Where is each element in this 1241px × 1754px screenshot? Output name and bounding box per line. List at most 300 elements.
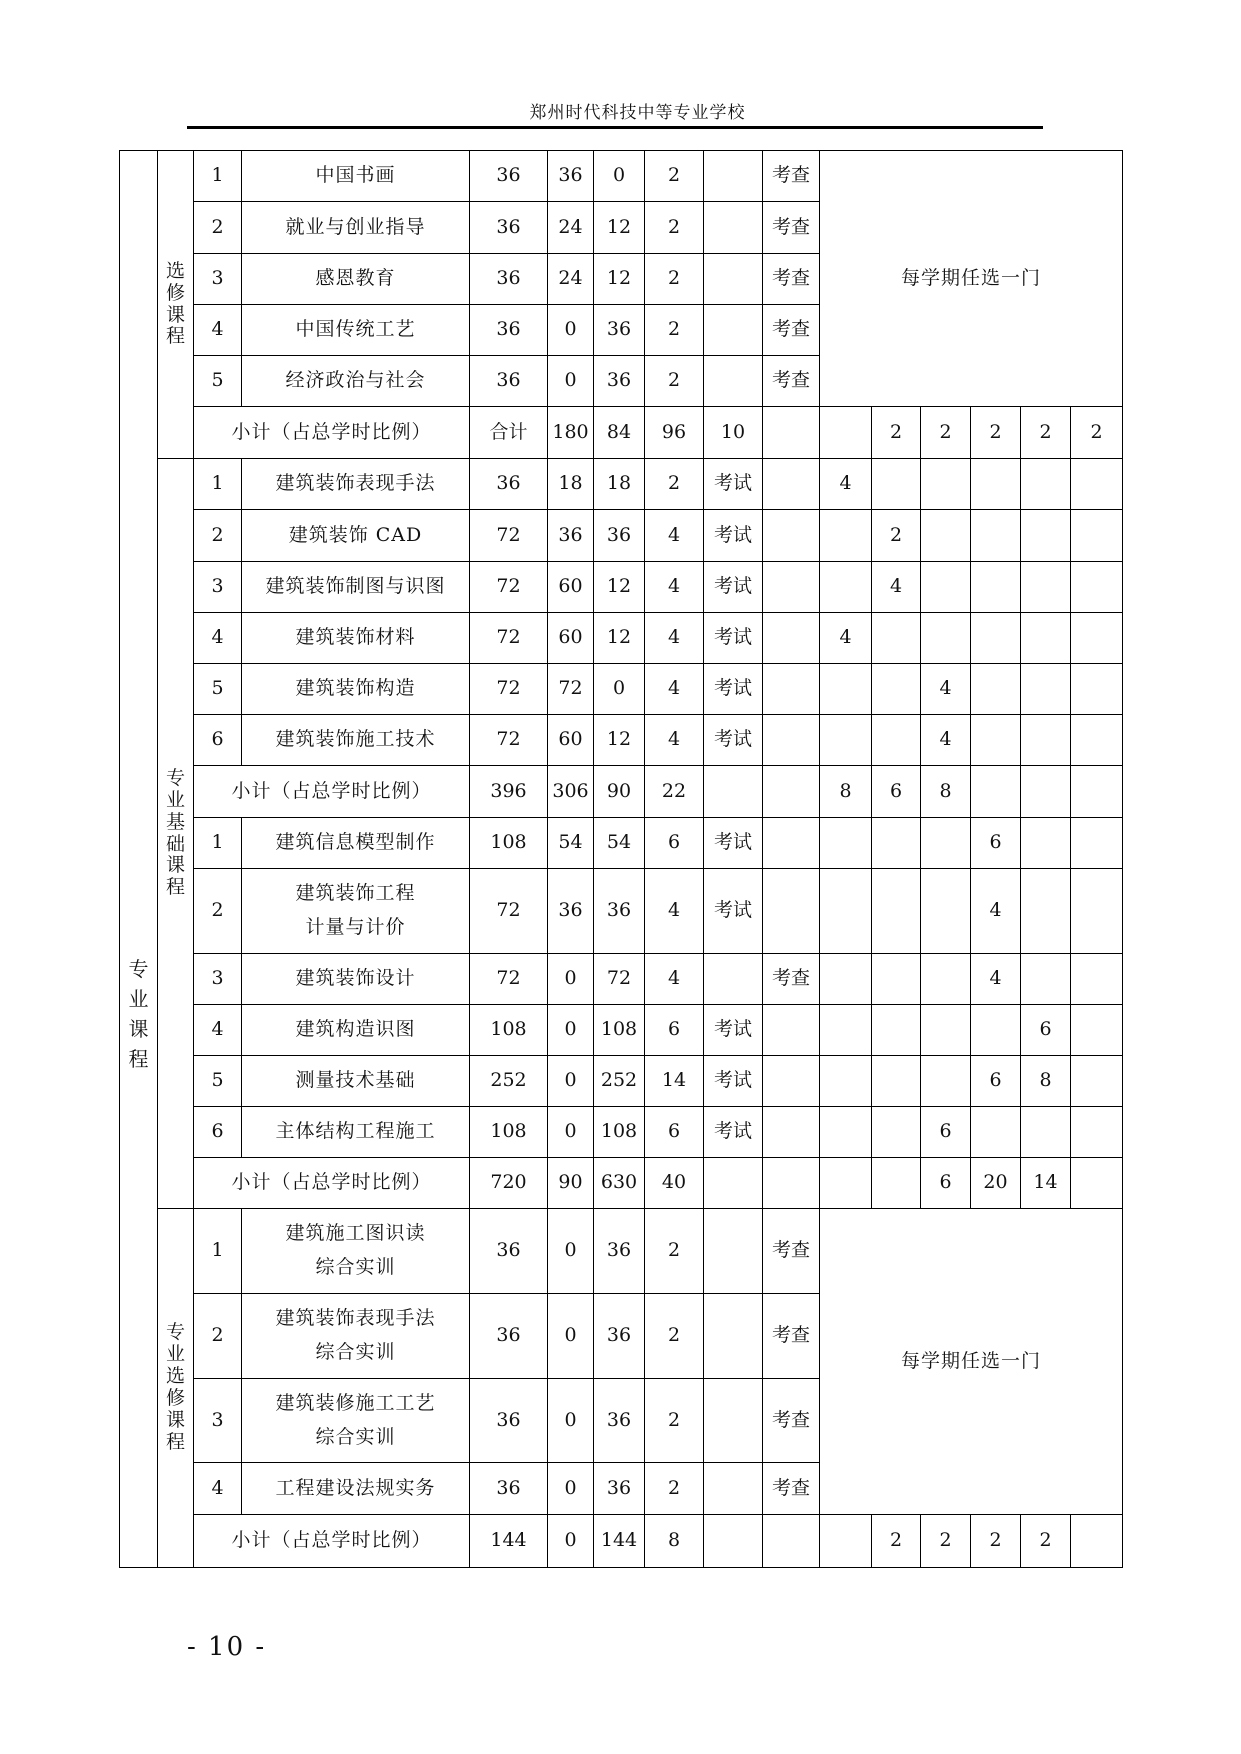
subtotal-row <box>120 1515 1123 1568</box>
subtotal-practice-hours: 90 <box>594 766 645 818</box>
course-name <box>242 562 470 613</box>
course-row <box>120 664 1123 715</box>
assessment-check: 考查 <box>763 356 820 407</box>
practice-hours: 108 <box>594 1107 645 1158</box>
subtotal-semester-4: 2 <box>971 407 1021 459</box>
semester-6-hours <box>1071 459 1123 510</box>
subtotal-row <box>120 1158 1123 1209</box>
total-hours: 36 <box>470 151 548 202</box>
total-hours: 108 <box>470 818 548 869</box>
semester-2-hours: 2 <box>872 510 921 562</box>
subtotal-practice-hours: 84 <box>594 407 645 459</box>
course-name-line1: 主体结构工程施工 <box>275 1120 436 1143</box>
semester-4-hours: 4 <box>971 869 1021 954</box>
total-hours: 108 <box>470 1107 548 1158</box>
course-number: 3 <box>194 254 242 305</box>
course-number: 5 <box>194 664 242 715</box>
semester-6-hours <box>1071 1107 1123 1158</box>
course-number: 6 <box>194 1107 242 1158</box>
assessment-exam: 考试 <box>704 818 763 869</box>
credits: 2 <box>645 1463 704 1515</box>
subtotal-semester-2: 2 <box>872 1515 921 1568</box>
total-hours: 36 <box>470 1379 548 1463</box>
semester-3-hours <box>921 954 971 1005</box>
course-name-line1: 建筑装饰材料 <box>295 626 416 649</box>
course-number: 3 <box>194 562 242 613</box>
total-hours: 36 <box>470 1463 548 1515</box>
semester-4-hours: 6 <box>971 1056 1021 1107</box>
assessment-exam <box>704 151 763 202</box>
course-row <box>120 151 1123 202</box>
course-plan-body <box>120 151 1123 1568</box>
subtotal-semester-2: 2 <box>872 407 921 459</box>
course-name <box>242 954 470 1005</box>
semester-1-hours <box>820 510 872 562</box>
practice-hours: 36 <box>594 510 645 562</box>
assessment-exam: 考试 <box>704 510 763 562</box>
course-number: 4 <box>194 1005 242 1056</box>
practice-hours: 18 <box>594 459 645 510</box>
assessment-exam: 考试 <box>704 869 763 954</box>
assessment-exam: 考试 <box>704 613 763 664</box>
semester-2-hours <box>872 664 921 715</box>
practice-hours: 0 <box>594 151 645 202</box>
semester-1-hours <box>820 1056 872 1107</box>
theory-hours: 36 <box>548 510 594 562</box>
assessment-check: 考查 <box>763 1294 820 1379</box>
practice-hours: 12 <box>594 715 645 766</box>
semester-1-hours <box>820 954 872 1005</box>
subtotal-theory-hours: 0 <box>548 1515 594 1568</box>
practice-hours: 36 <box>594 869 645 954</box>
practice-hours: 252 <box>594 1056 645 1107</box>
subtotal-credits: 96 <box>645 407 704 459</box>
subtotal-semester-6 <box>1071 1158 1123 1209</box>
subtotal-theory-hours: 90 <box>548 1158 594 1209</box>
subtotal-semester-2 <box>872 1158 921 1209</box>
semester-6-hours <box>1071 664 1123 715</box>
course-name-line1: 建筑施工图识读 <box>285 1222 426 1245</box>
subtotal-semester-1 <box>820 1515 872 1568</box>
course-name-line1: 经济政治与社会 <box>285 369 426 392</box>
practice-hours: 36 <box>594 1209 645 1294</box>
assessment-exam: 考试 <box>704 1056 763 1107</box>
semester-5-hours <box>1021 818 1071 869</box>
total-hours: 36 <box>470 305 548 356</box>
semester-5-hours <box>1021 562 1071 613</box>
course-name <box>242 613 470 664</box>
credits: 4 <box>645 510 704 562</box>
semester-2-hours <box>872 1005 921 1056</box>
assessment-exam <box>704 356 763 407</box>
credits: 2 <box>645 1209 704 1294</box>
course-row <box>120 954 1123 1005</box>
subtotal-credits: 40 <box>645 1158 704 1209</box>
course-name-line2: 综合实训 <box>315 1256 396 1278</box>
course-name-line1: 建筑装饰表现手法 <box>275 1307 436 1330</box>
header-rule <box>187 126 1043 129</box>
semester-6-hours <box>1071 562 1123 613</box>
assessment-check: 考查 <box>763 151 820 202</box>
practice-hours: 72 <box>594 954 645 1005</box>
course-name <box>242 459 470 510</box>
subtotal-semester-5: 2 <box>1021 1515 1071 1568</box>
course-row <box>120 1107 1123 1158</box>
theory-hours: 0 <box>548 305 594 356</box>
course-name-line1: 测量技术基础 <box>295 1069 416 1092</box>
semester-3-hours <box>921 562 971 613</box>
theory-hours: 60 <box>548 715 594 766</box>
course-name-line1: 建筑装饰构造 <box>295 677 416 700</box>
semester-1-hours <box>820 664 872 715</box>
assessment-exam <box>704 254 763 305</box>
semester-4-hours: 4 <box>971 954 1021 1005</box>
practice-hours: 12 <box>594 562 645 613</box>
semester-3-hours: 6 <box>921 1107 971 1158</box>
course-row <box>120 715 1123 766</box>
course-number: 1 <box>194 459 242 510</box>
subtotal-practice-hours: 144 <box>594 1515 645 1568</box>
credits: 4 <box>645 715 704 766</box>
course-name-line1: 建筑装饰设计 <box>295 967 416 990</box>
credits: 4 <box>645 664 704 715</box>
subtotal-exam <box>704 1158 763 1209</box>
subtotal-semester-3: 2 <box>921 407 971 459</box>
semester-1-hours: 4 <box>820 459 872 510</box>
theory-hours: 0 <box>548 954 594 1005</box>
semester-1-hours <box>820 715 872 766</box>
theory-hours: 60 <box>548 613 594 664</box>
course-name <box>242 151 470 202</box>
theory-hours: 60 <box>548 562 594 613</box>
assessment-exam <box>704 305 763 356</box>
subtotal-total-hours: 144 <box>470 1515 548 1568</box>
semester-3-hours <box>921 1005 971 1056</box>
course-name-line1: 中国传统工艺 <box>295 318 416 341</box>
subtotal-label: 小计（占总学时比例） <box>194 407 470 459</box>
practice-hours: 36 <box>594 356 645 407</box>
course-number: 3 <box>194 1379 242 1463</box>
assessment-check <box>763 715 820 766</box>
section-label-general-elective-text: 选修课程 <box>165 259 185 348</box>
course-name <box>242 254 470 305</box>
credits: 4 <box>645 869 704 954</box>
elective-note: 每学期任选一门 <box>820 151 1123 407</box>
course-name <box>242 1056 470 1107</box>
theory-hours: 24 <box>548 254 594 305</box>
subtotal-semester-4: 2 <box>971 1515 1021 1568</box>
course-number: 4 <box>194 305 242 356</box>
subtotal-exam: 10 <box>704 407 763 459</box>
subtotal-label: 小计（占总学时比例） <box>194 1515 470 1568</box>
course-number: 4 <box>194 1463 242 1515</box>
subtotal-semester-4 <box>971 766 1021 818</box>
semester-2-hours <box>872 1056 921 1107</box>
semester-5-hours <box>1021 1107 1071 1158</box>
total-hours: 36 <box>470 1294 548 1379</box>
assessment-exam: 考试 <box>704 715 763 766</box>
assessment-check: 考查 <box>763 305 820 356</box>
semester-6-hours <box>1071 510 1123 562</box>
assessment-exam <box>704 1463 763 1515</box>
course-row <box>120 1056 1123 1107</box>
assessment-check <box>763 459 820 510</box>
total-hours: 72 <box>470 562 548 613</box>
semester-1-hours <box>820 869 872 954</box>
semester-5-hours <box>1021 459 1071 510</box>
semester-4-hours <box>971 664 1021 715</box>
assessment-check: 考查 <box>763 1379 820 1463</box>
assessment-exam <box>704 1379 763 1463</box>
course-name-line1: 建筑装修施工工艺 <box>275 1391 436 1414</box>
course-name <box>242 818 470 869</box>
semester-1-hours <box>820 562 872 613</box>
assessment-exam: 考试 <box>704 664 763 715</box>
theory-hours: 0 <box>548 1379 594 1463</box>
semester-4-hours: 6 <box>971 818 1021 869</box>
assessment-exam: 考试 <box>704 459 763 510</box>
course-name-line1: 感恩教育 <box>315 267 396 290</box>
semester-2-hours <box>872 459 921 510</box>
semester-6-hours <box>1071 715 1123 766</box>
course-row <box>120 562 1123 613</box>
assessment-check: 考查 <box>763 254 820 305</box>
course-name <box>242 356 470 407</box>
assessment-exam <box>704 202 763 254</box>
theory-hours: 0 <box>548 1005 594 1056</box>
theory-hours: 0 <box>548 1107 594 1158</box>
semester-4-hours <box>971 613 1021 664</box>
assessment-check <box>763 1056 820 1107</box>
credits: 2 <box>645 202 704 254</box>
semester-4-hours <box>971 459 1021 510</box>
theory-hours: 0 <box>548 1463 594 1515</box>
assessment-exam <box>704 954 763 1005</box>
practice-hours: 36 <box>594 1379 645 1463</box>
total-hours: 72 <box>470 954 548 1005</box>
subtotal-check <box>763 766 820 818</box>
credits: 2 <box>645 305 704 356</box>
total-hours: 36 <box>470 1209 548 1294</box>
subtotal-semester-3: 8 <box>921 766 971 818</box>
practice-hours: 54 <box>594 818 645 869</box>
course-name-line2: 综合实训 <box>315 1341 396 1363</box>
course-name <box>242 510 470 562</box>
credits: 2 <box>645 1379 704 1463</box>
practice-hours: 36 <box>594 1294 645 1379</box>
subtotal-semester-1 <box>820 1158 872 1209</box>
course-name-line1: 工程建设法规实务 <box>275 1476 436 1499</box>
course-number: 3 <box>194 954 242 1005</box>
total-hours: 72 <box>470 715 548 766</box>
course-name-line1: 建筑构造识图 <box>295 1018 416 1041</box>
course-row <box>120 1209 1123 1294</box>
semester-4-hours <box>971 510 1021 562</box>
credits: 4 <box>645 613 704 664</box>
assessment-exam: 考试 <box>704 1005 763 1056</box>
course-name-line1: 建筑装饰 CAD <box>288 523 423 546</box>
semester-6-hours <box>1071 869 1123 954</box>
course-number: 1 <box>194 151 242 202</box>
outer-group-cell <box>120 151 158 1568</box>
course-name <box>242 715 470 766</box>
course-name <box>242 1379 470 1463</box>
semester-4-hours <box>971 1107 1021 1158</box>
subtotal-semester-5: 14 <box>1021 1158 1071 1209</box>
subtotal-semester-5 <box>1021 766 1071 818</box>
total-hours: 252 <box>470 1056 548 1107</box>
subtotal-semester-6 <box>1071 1515 1123 1568</box>
semester-3-hours <box>921 818 971 869</box>
semester-6-hours <box>1071 954 1123 1005</box>
theory-hours: 0 <box>548 1294 594 1379</box>
subtotal-exam <box>704 766 763 818</box>
subtotal-practice-hours: 630 <box>594 1158 645 1209</box>
outer-group-label <box>120 954 157 1074</box>
credits: 2 <box>645 459 704 510</box>
subtotal-semester-1 <box>820 407 872 459</box>
subtotal-exam <box>704 1515 763 1568</box>
course-row <box>120 1005 1123 1056</box>
credits: 6 <box>645 1107 704 1158</box>
page-number: - 10 - <box>187 1632 267 1662</box>
semester-3-hours <box>921 510 971 562</box>
theory-hours: 72 <box>548 664 594 715</box>
total-hours: 108 <box>470 1005 548 1056</box>
semester-1-hours <box>820 818 872 869</box>
course-row <box>120 510 1123 562</box>
theory-hours: 0 <box>548 356 594 407</box>
total-hours: 36 <box>470 254 548 305</box>
semester-5-hours <box>1021 510 1071 562</box>
subtotal-theory-hours: 180 <box>548 407 594 459</box>
semester-3-hours <box>921 869 971 954</box>
course-name <box>242 202 470 254</box>
course-name-line1: 建筑装饰工程 <box>295 882 416 905</box>
subtotal-check <box>763 407 820 459</box>
credits: 2 <box>645 1294 704 1379</box>
subtotal-semester-3: 2 <box>921 1515 971 1568</box>
semester-4-hours <box>971 715 1021 766</box>
course-name-line1: 就业与创业指导 <box>285 215 426 238</box>
semester-5-hours: 6 <box>1021 1005 1071 1056</box>
semester-6-hours <box>1071 818 1123 869</box>
course-name-line1: 建筑装饰表现手法 <box>275 472 436 495</box>
subtotal-semester-6 <box>1071 766 1123 818</box>
semester-2-hours <box>872 1107 921 1158</box>
theory-hours: 36 <box>548 869 594 954</box>
section-label-professional-base-text: 专业基础课程 <box>165 766 185 899</box>
semester-5-hours <box>1021 613 1071 664</box>
assessment-check: 考查 <box>763 1209 820 1294</box>
total-hours: 72 <box>470 613 548 664</box>
semester-1-hours <box>820 1005 872 1056</box>
assessment-check <box>763 818 820 869</box>
semester-5-hours: 8 <box>1021 1056 1071 1107</box>
course-number: 6 <box>194 715 242 766</box>
course-name-line2: 综合实训 <box>315 1425 396 1448</box>
semester-5-hours <box>1021 664 1071 715</box>
subtotal-check <box>763 1515 820 1568</box>
semester-2-hours: 4 <box>872 562 921 613</box>
semester-3-hours <box>921 1056 971 1107</box>
course-number: 4 <box>194 613 242 664</box>
credits: 4 <box>645 954 704 1005</box>
total-hours: 36 <box>470 202 548 254</box>
course-number: 5 <box>194 356 242 407</box>
course-name <box>242 1209 470 1294</box>
course-number: 1 <box>194 818 242 869</box>
assessment-check <box>763 1005 820 1056</box>
elective-note: 每学期任选一门 <box>820 1209 1123 1515</box>
subtotal-row <box>120 407 1123 459</box>
credits: 4 <box>645 562 704 613</box>
course-name <box>242 1107 470 1158</box>
assessment-check <box>763 510 820 562</box>
section-label-professional-elective <box>158 1209 194 1568</box>
course-name <box>242 1294 470 1379</box>
assessment-exam <box>704 1294 763 1379</box>
course-row <box>120 818 1123 869</box>
course-name <box>242 869 470 954</box>
course-name <box>242 305 470 356</box>
credits: 14 <box>645 1056 704 1107</box>
semester-2-hours <box>872 715 921 766</box>
total-hours: 36 <box>470 356 548 407</box>
practice-hours: 36 <box>594 305 645 356</box>
total-hours: 72 <box>470 664 548 715</box>
practice-hours: 36 <box>594 1463 645 1515</box>
practice-hours: 12 <box>594 202 645 254</box>
course-name <box>242 664 470 715</box>
course-name-line1: 建筑信息模型制作 <box>275 831 436 854</box>
semester-1-hours: 4 <box>820 613 872 664</box>
course-number: 2 <box>194 510 242 562</box>
semester-5-hours <box>1021 954 1071 1005</box>
course-name <box>242 1463 470 1515</box>
subtotal-semester-4: 20 <box>971 1158 1021 1209</box>
semester-2-hours <box>872 613 921 664</box>
course-name-line1: 建筑装饰施工技术 <box>275 728 436 751</box>
section-label-professional-elective-text: 专业选修课程 <box>165 1321 185 1453</box>
assessment-check <box>763 1107 820 1158</box>
practice-hours: 12 <box>594 613 645 664</box>
course-plan-table <box>119 150 1123 1568</box>
semester-2-hours <box>872 818 921 869</box>
semester-2-hours <box>872 954 921 1005</box>
course-number: 2 <box>194 869 242 954</box>
credits: 2 <box>645 151 704 202</box>
theory-hours: 0 <box>548 1056 594 1107</box>
semester-5-hours <box>1021 715 1071 766</box>
subtotal-check <box>763 1158 820 1209</box>
course-row <box>120 459 1123 510</box>
semester-3-hours: 4 <box>921 664 971 715</box>
credits: 2 <box>645 356 704 407</box>
subtotal-total-hours: 合计 <box>470 407 548 459</box>
semester-1-hours <box>820 1107 872 1158</box>
outer-group-text: 专业课程 <box>128 957 149 1071</box>
subtotal-credits: 22 <box>645 766 704 818</box>
theory-hours: 18 <box>548 459 594 510</box>
total-hours: 36 <box>470 459 548 510</box>
assessment-check <box>763 869 820 954</box>
practice-hours: 108 <box>594 1005 645 1056</box>
theory-hours: 0 <box>548 1209 594 1294</box>
subtotal-row <box>120 766 1123 818</box>
course-row <box>120 613 1123 664</box>
subtotal-semester-5: 2 <box>1021 407 1071 459</box>
